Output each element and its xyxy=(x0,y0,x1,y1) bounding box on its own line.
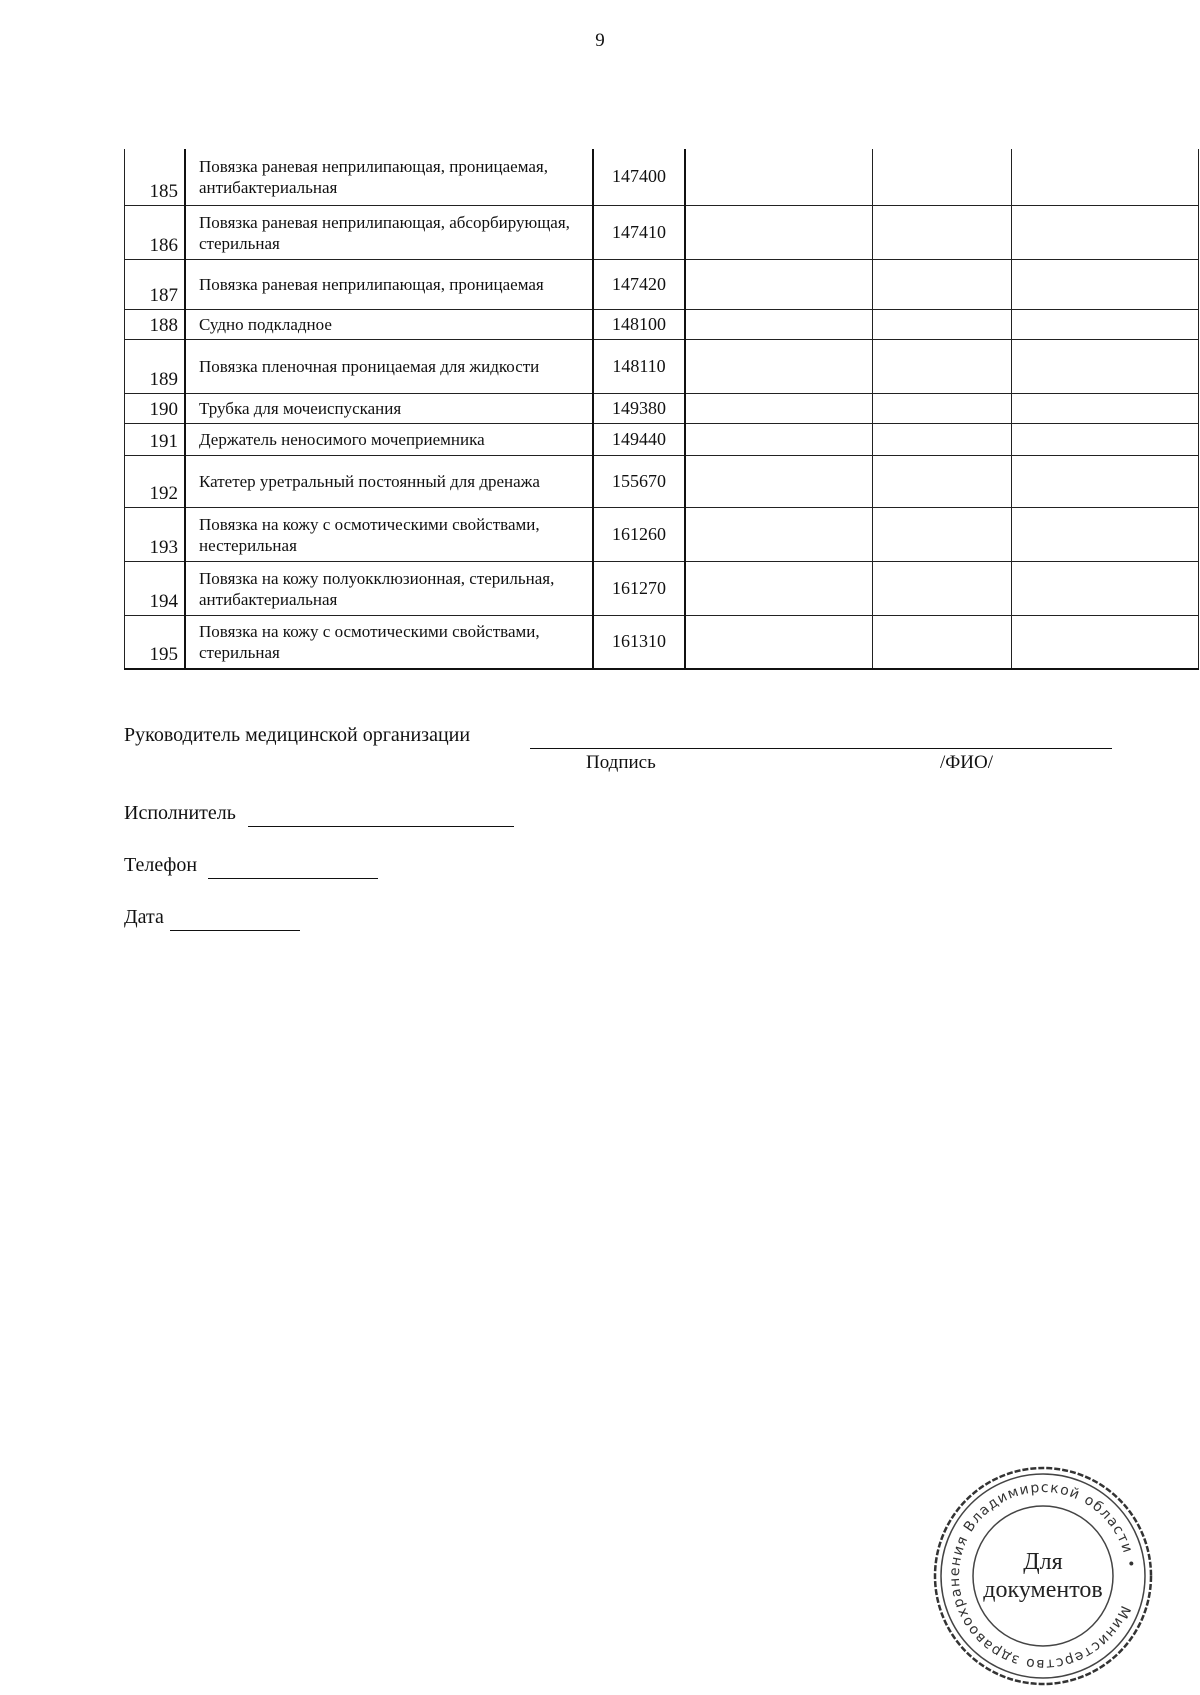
row-empty-cell xyxy=(1012,615,1199,669)
row-name: Повязка пленочная проницаемая для жидкости xyxy=(185,339,593,393)
row-empty-cell xyxy=(873,149,1012,205)
phone-label: Телефон xyxy=(124,854,198,876)
row-code: 149440 xyxy=(593,423,685,455)
row-empty-cell xyxy=(685,423,873,455)
table-row xyxy=(125,309,1199,339)
row-number: 191 xyxy=(125,423,186,455)
row-name: Повязка на кожу с осмотическими свойствами, нестерильная xyxy=(185,507,593,561)
row-number: 193 xyxy=(125,507,186,561)
row-empty-cell xyxy=(685,455,873,507)
row-number: 190 xyxy=(125,393,186,423)
row-empty-cell xyxy=(873,259,1012,309)
row-empty-cell xyxy=(685,309,873,339)
items-table-body xyxy=(125,149,1199,669)
page-number: 9 xyxy=(595,30,605,51)
date-line xyxy=(170,930,300,931)
row-number: 194 xyxy=(125,561,186,615)
stamp-seal-icon xyxy=(930,1463,1156,1689)
row-code: 149380 xyxy=(593,393,685,423)
date-label: Дата xyxy=(124,906,164,928)
row-number: 188 xyxy=(125,309,186,339)
row-number: 195 xyxy=(125,615,186,669)
phone-line xyxy=(208,878,378,879)
table-row xyxy=(125,149,1199,205)
row-name: Катетер уретральный постоянный для дренажа xyxy=(185,455,593,507)
row-empty-cell xyxy=(1012,149,1199,205)
row-name: Трубка для мочеиспускания xyxy=(185,393,593,423)
row-name: Повязка на кожу с осмотическими свойствами, стерильная xyxy=(185,615,593,669)
row-name: Повязка раневая неприлипающая, проницаемая xyxy=(185,259,593,309)
row-code: 147410 xyxy=(593,205,685,259)
table-row xyxy=(125,205,1199,259)
table-row xyxy=(125,393,1199,423)
row-empty-cell xyxy=(1012,561,1199,615)
row-empty-cell xyxy=(873,393,1012,423)
row-empty-cell xyxy=(1012,507,1199,561)
row-empty-cell xyxy=(1012,339,1199,393)
executor-label: Исполнитель xyxy=(124,802,236,824)
row-number: 185 xyxy=(125,149,186,205)
row-number: 189 xyxy=(125,339,186,393)
row-empty-cell xyxy=(685,259,873,309)
row-name: Повязка раневая неприлипающая, абсорбирующая, стерильная xyxy=(185,205,593,259)
row-empty-cell xyxy=(873,507,1012,561)
row-name: Повязка на кожу полуокклюзионная, стерильная, антибактериальная xyxy=(185,561,593,615)
table-row xyxy=(125,259,1199,309)
table-row xyxy=(125,507,1199,561)
row-name: Повязка раневая неприлипающая, проницаемая, антибактериальная xyxy=(185,149,593,205)
row-number: 187 xyxy=(125,259,186,309)
row-empty-cell xyxy=(685,205,873,259)
stamp-ring-text: Министерство здравоохранения Владимирской области • xyxy=(946,1479,1139,1673)
executor-line xyxy=(248,826,514,827)
stamp-center-line1: Для xyxy=(1023,1549,1063,1575)
row-empty-cell xyxy=(873,455,1012,507)
official-stamp xyxy=(930,1463,1156,1689)
row-empty-cell xyxy=(1012,393,1199,423)
table-row xyxy=(125,455,1199,507)
row-empty-cell xyxy=(873,309,1012,339)
head-label: Руководитель медицинской организации xyxy=(124,724,471,746)
row-code: 148110 xyxy=(593,339,685,393)
row-name: Судно подкладное xyxy=(185,309,593,339)
row-code: 161270 xyxy=(593,561,685,615)
row-code: 161260 xyxy=(593,507,685,561)
stamp-center-line2: документов xyxy=(983,1577,1103,1603)
table-row xyxy=(125,339,1199,393)
signature-caption: Подпись xyxy=(586,752,656,773)
row-empty-cell xyxy=(685,339,873,393)
row-empty-cell xyxy=(873,423,1012,455)
row-empty-cell xyxy=(685,393,873,423)
row-empty-cell xyxy=(1012,205,1199,259)
row-number: 192 xyxy=(125,455,186,507)
table-row xyxy=(125,561,1199,615)
row-empty-cell xyxy=(873,615,1012,669)
row-code: 148100 xyxy=(593,309,685,339)
row-code: 147400 xyxy=(593,149,685,205)
row-number: 186 xyxy=(125,205,186,259)
row-empty-cell xyxy=(685,507,873,561)
table-row xyxy=(125,615,1199,669)
row-empty-cell xyxy=(685,149,873,205)
table-row xyxy=(125,423,1199,455)
row-empty-cell xyxy=(1012,309,1199,339)
items-table xyxy=(124,149,1199,670)
row-code: 155670 xyxy=(593,455,685,507)
row-code: 161310 xyxy=(593,615,685,669)
row-empty-cell xyxy=(873,205,1012,259)
fio-caption: /ФИО/ xyxy=(940,752,994,773)
row-empty-cell xyxy=(873,339,1012,393)
row-empty-cell xyxy=(1012,423,1199,455)
row-empty-cell xyxy=(873,561,1012,615)
row-empty-cell xyxy=(685,615,873,669)
row-empty-cell xyxy=(685,561,873,615)
row-name: Держатель неносимого мочеприемника xyxy=(185,423,593,455)
row-code: 147420 xyxy=(593,259,685,309)
row-empty-cell xyxy=(1012,259,1199,309)
head-signature-line xyxy=(530,748,1112,749)
row-empty-cell xyxy=(1012,455,1199,507)
